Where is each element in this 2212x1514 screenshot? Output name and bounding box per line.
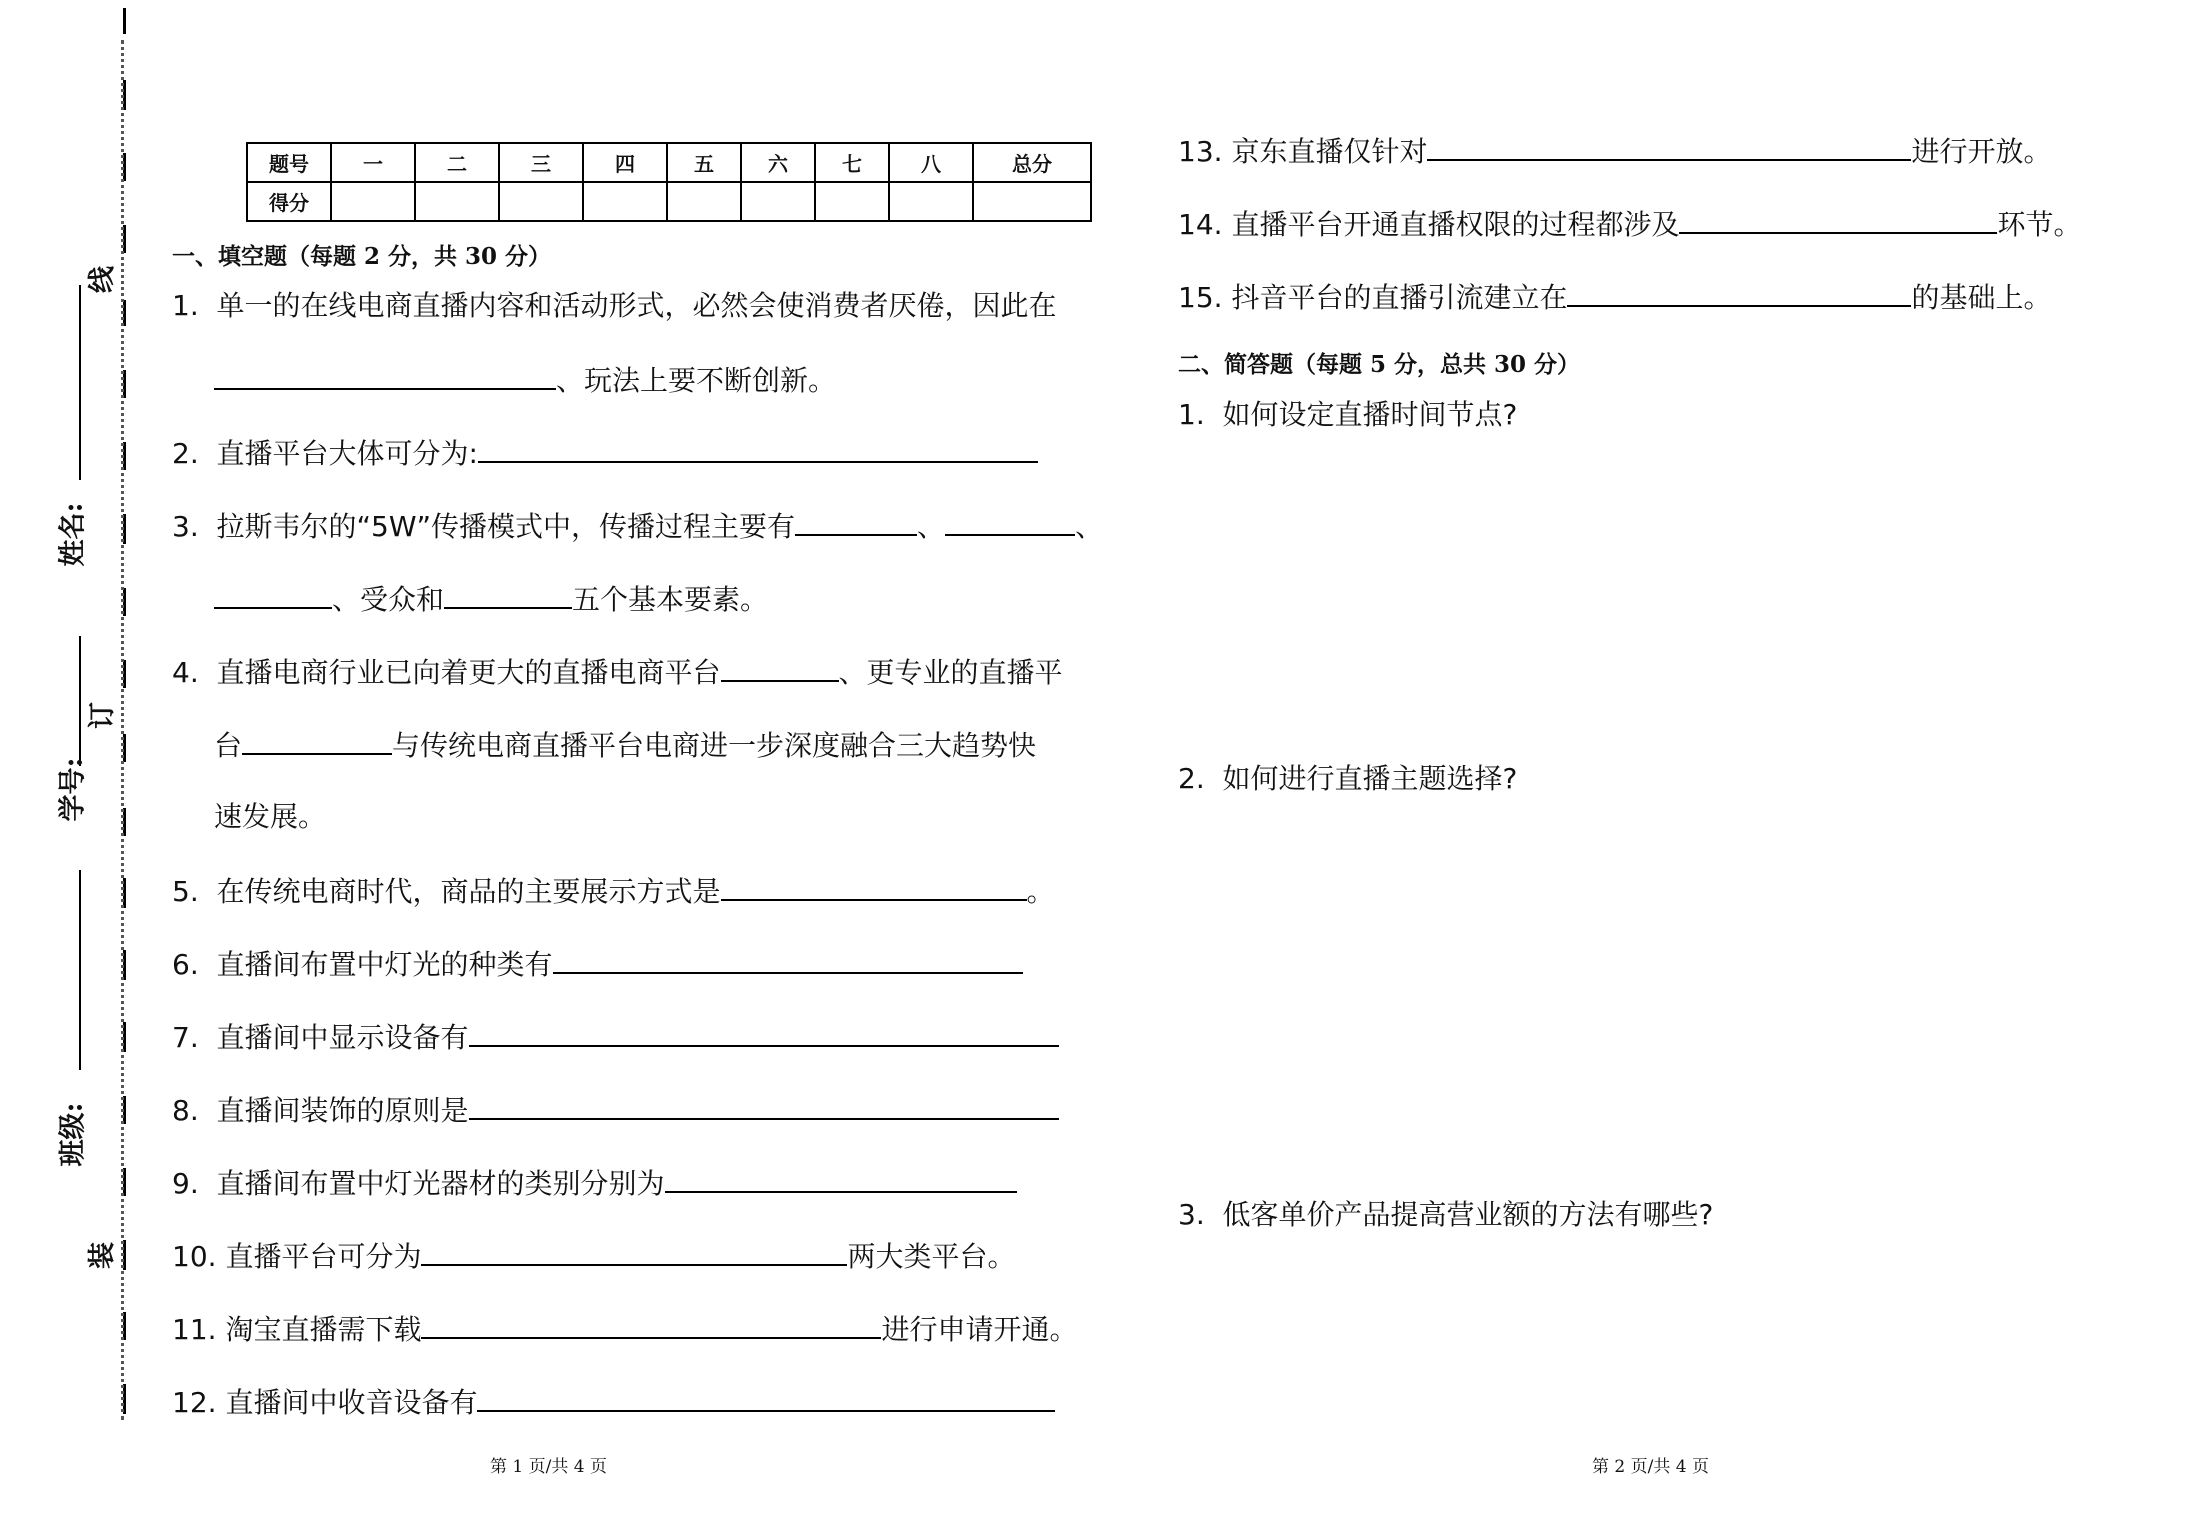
score-input-cell[interactable]	[499, 182, 583, 221]
table-cell: 一	[331, 143, 415, 182]
question-13: 13. 京东直播仅针对 进行开放。	[1178, 135, 2052, 168]
score-input-cell[interactable]	[973, 182, 1091, 221]
answer-blank[interactable]	[1427, 133, 1911, 161]
score-input-cell[interactable]	[667, 182, 741, 221]
table-cell: 三	[499, 143, 583, 182]
class-underline	[79, 870, 81, 1070]
table-cell: 总分	[973, 143, 1091, 182]
score-input-cell[interactable]	[331, 182, 415, 221]
question-12: 12. 直播间中收音设备有	[172, 1384, 1055, 1420]
answer-blank[interactable]	[945, 508, 1075, 536]
answer-blank[interactable]	[1567, 279, 1911, 307]
name-underline	[79, 285, 81, 480]
score-table-score-row	[247, 182, 1091, 221]
question-9: 9. 直播间布置中灯光器材的类别分别为	[172, 1165, 1017, 1201]
student-id-underline	[79, 636, 81, 766]
answer-blank[interactable]	[444, 581, 572, 609]
question-15: 15. 抖音平台的直播引流建立在 的基础上。	[1178, 281, 2052, 314]
score-input-cell[interactable]	[415, 182, 499, 221]
answer-blank[interactable]	[477, 1384, 1055, 1412]
question-8: 8. 直播间装饰的原则是	[172, 1092, 1059, 1128]
section1-title: 一、填空题（每题 2 分，共 30 分）	[172, 243, 552, 270]
score-input-cell[interactable]	[889, 182, 973, 221]
line-label: 线	[87, 266, 118, 293]
answer-blank[interactable]	[214, 581, 332, 609]
dash-segment	[123, 8, 126, 34]
answer-blank[interactable]	[1679, 206, 1997, 234]
question-11: 11. 淘宝直播需下载 进行申请开通。	[172, 1313, 1078, 1346]
table-cell: 题号	[247, 143, 331, 182]
table-cell: 八	[889, 143, 973, 182]
dotted-cut-line	[121, 40, 128, 1420]
answer-area[interactable]	[1178, 450, 2078, 750]
question-1-line2: 、玩法上要不断创新。	[214, 362, 836, 398]
question-14: 14. 直播平台开通直播权限的过程都涉及 环节。	[1178, 208, 2082, 241]
question-4-line1: 4. 直播电商行业已向着更大的直播电商平台 、更专业的直播平	[172, 656, 1063, 689]
score-input-cell[interactable]	[741, 182, 815, 221]
question-3-line1: 3. 拉斯韦尔的“5W”传播模式中，传播过程主要有 、 、	[172, 510, 1104, 543]
table-cell: 二	[415, 143, 499, 182]
table-cell: 七	[815, 143, 889, 182]
short-answer-2: 2. 如何进行直播主题选择?	[1178, 762, 1518, 795]
score-table-header-row	[247, 143, 1091, 182]
answer-blank[interactable]	[469, 1019, 1059, 1047]
section2-title: 二、简答题（每题 5 分，总共 30 分）	[1178, 351, 1581, 378]
question-1-line1: 1. 单一的在线电商直播内容和活动形式，必然会使消费者厌倦，因此在	[172, 289, 1057, 322]
answer-blank[interactable]	[721, 873, 1027, 901]
question-10: 10. 直播平台可分为 两大类平台。	[172, 1240, 1016, 1273]
question-4-line3: 速发展。	[214, 800, 327, 833]
question-5: 5. 在传统电商时代，商品的主要展示方式是 。	[172, 875, 1055, 908]
answer-blank[interactable]	[478, 435, 1038, 463]
score-table	[246, 142, 1092, 222]
answer-blank[interactable]	[421, 1311, 881, 1339]
student-id-label: 学号:	[57, 757, 89, 822]
table-cell: 六	[741, 143, 815, 182]
answer-blank[interactable]	[665, 1165, 1017, 1193]
score-input-cell[interactable]	[583, 182, 667, 221]
question-3-line2: 、受众和 五个基本要素。	[214, 581, 768, 617]
question-6: 6. 直播间布置中灯光的种类有	[172, 946, 1023, 982]
question-2: 2. 直播平台大体可分为:	[172, 435, 1038, 471]
table-cell: 五	[667, 143, 741, 182]
answer-blank[interactable]	[214, 362, 556, 390]
answer-blank[interactable]	[795, 508, 917, 536]
class-label: 班级:	[57, 1102, 89, 1167]
answer-blank[interactable]	[242, 727, 392, 755]
short-answer-3: 3. 低客单价产品提高营业额的方法有哪些?	[1178, 1198, 1714, 1231]
short-answer-1: 1. 如何设定直播时间节点?	[1178, 398, 1518, 431]
name-label: 姓名:	[57, 502, 89, 567]
table-cell: 得分	[247, 182, 331, 221]
table-cell: 四	[583, 143, 667, 182]
answer-blank[interactable]	[469, 1092, 1059, 1120]
answer-blank[interactable]	[721, 654, 839, 682]
score-input-cell[interactable]	[815, 182, 889, 221]
page-footer-1: 第 1 页/共 4 页	[490, 1457, 607, 1477]
page-footer-2: 第 2 页/共 4 页	[1592, 1457, 1709, 1477]
question-4-line2: 台 与传统电商直播平台电商进一步深度融合三大趋势快	[214, 729, 1037, 762]
answer-blank[interactable]	[553, 946, 1023, 974]
order-label: 订	[87, 702, 118, 729]
answer-blank[interactable]	[421, 1238, 847, 1266]
answer-area[interactable]	[1178, 1250, 2078, 1430]
answer-area[interactable]	[1178, 812, 2078, 1182]
bind-label: 装	[87, 1242, 118, 1269]
question-7: 7. 直播间中显示设备有	[172, 1019, 1059, 1055]
